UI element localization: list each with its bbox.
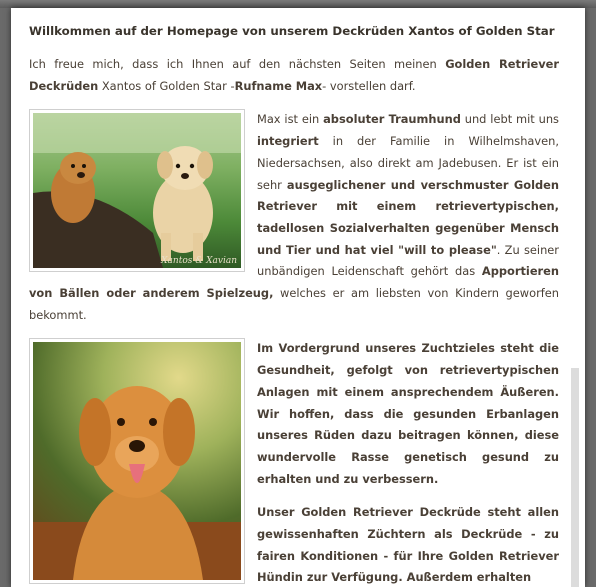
desc-text-1: Max ist ein [257,112,324,127]
window-top-bar [0,0,596,8]
intro-text-3: - vorstellen darf. [322,78,416,93]
desc-bold-4: Apportieren von Bällen oder anderem Spielzeug, [29,264,559,301]
stud-service-paragraph: Unser Golden Retriever Deckrüde steht allen gewissenhaften Züchtern als Deckrüde - zu fairen Konditionen - für Ihre Golden Retriever Hündin zur Verfügung. Außerdem erhalten [257,505,559,585]
intro-bold-1: Golden Retriever Deckrüden [29,57,559,93]
photo-watermark: Xantos & Xavian [161,256,237,267]
puppies-photo [33,113,241,268]
dog-portrait-photo [33,342,241,580]
scrollbar[interactable] [571,368,579,587]
desc-text-4: . Zu seiner unbändigen Leidenschaft gehört das [257,242,559,279]
desc-text-5: welches er am liebsten von Kindern geworfen bekommt. [29,286,560,322]
desc-bold-1: absoluter Traumhund [323,112,461,127]
page-heading: Willkommen auf der Homepage von unserem Deckrüden Xantos of Golden Star [29,24,555,38]
breeding-goal-paragraph: Im Vordergrund unseres Zuchtzieles steht die Gesundheit, gefolgt von retrievertypischen Anlagen mit einem ansprechendem Äußeren. Wir hoffen, dass die gesunden Erbanlagen unseres Rüden dazu beitragen können, diese wundervolle Rasse genetisch gesund zu erhalten und zu verbessern. [257,341,559,486]
desc-bold-3: ausgeglichener und verschmuster Golden Retriever mit einem retrievertypischen, tadellosen Sozialverhalten gegenüber Mensch und Tier und hat viel "will to please" [257,177,560,257]
intro-bold-2: Rufname Max [234,78,323,93]
dog-portrait-illustration [33,342,241,580]
dog-portrait-frame [29,338,245,584]
main-content [29,18,559,587]
content-page [11,8,585,587]
desc-text-3: in der Familie in Wilhelmshaven, Niedersachsen, also direkt am Jadebusen. Er ist ein sehr [257,134,559,192]
intro-text-1: Ich freue mich, dass ich Ihnen auf den nächsten Seiten meinen [29,57,446,71]
puppies-illustration [33,113,241,268]
desc-bold-2: integriert [257,134,319,149]
desc-text-2: und lebt mit uns [460,112,559,127]
puppies-photo-frame [29,109,245,272]
intro-paragraph [29,54,559,97]
intro-text-2: Xantos of Golden Star - [98,78,235,93]
